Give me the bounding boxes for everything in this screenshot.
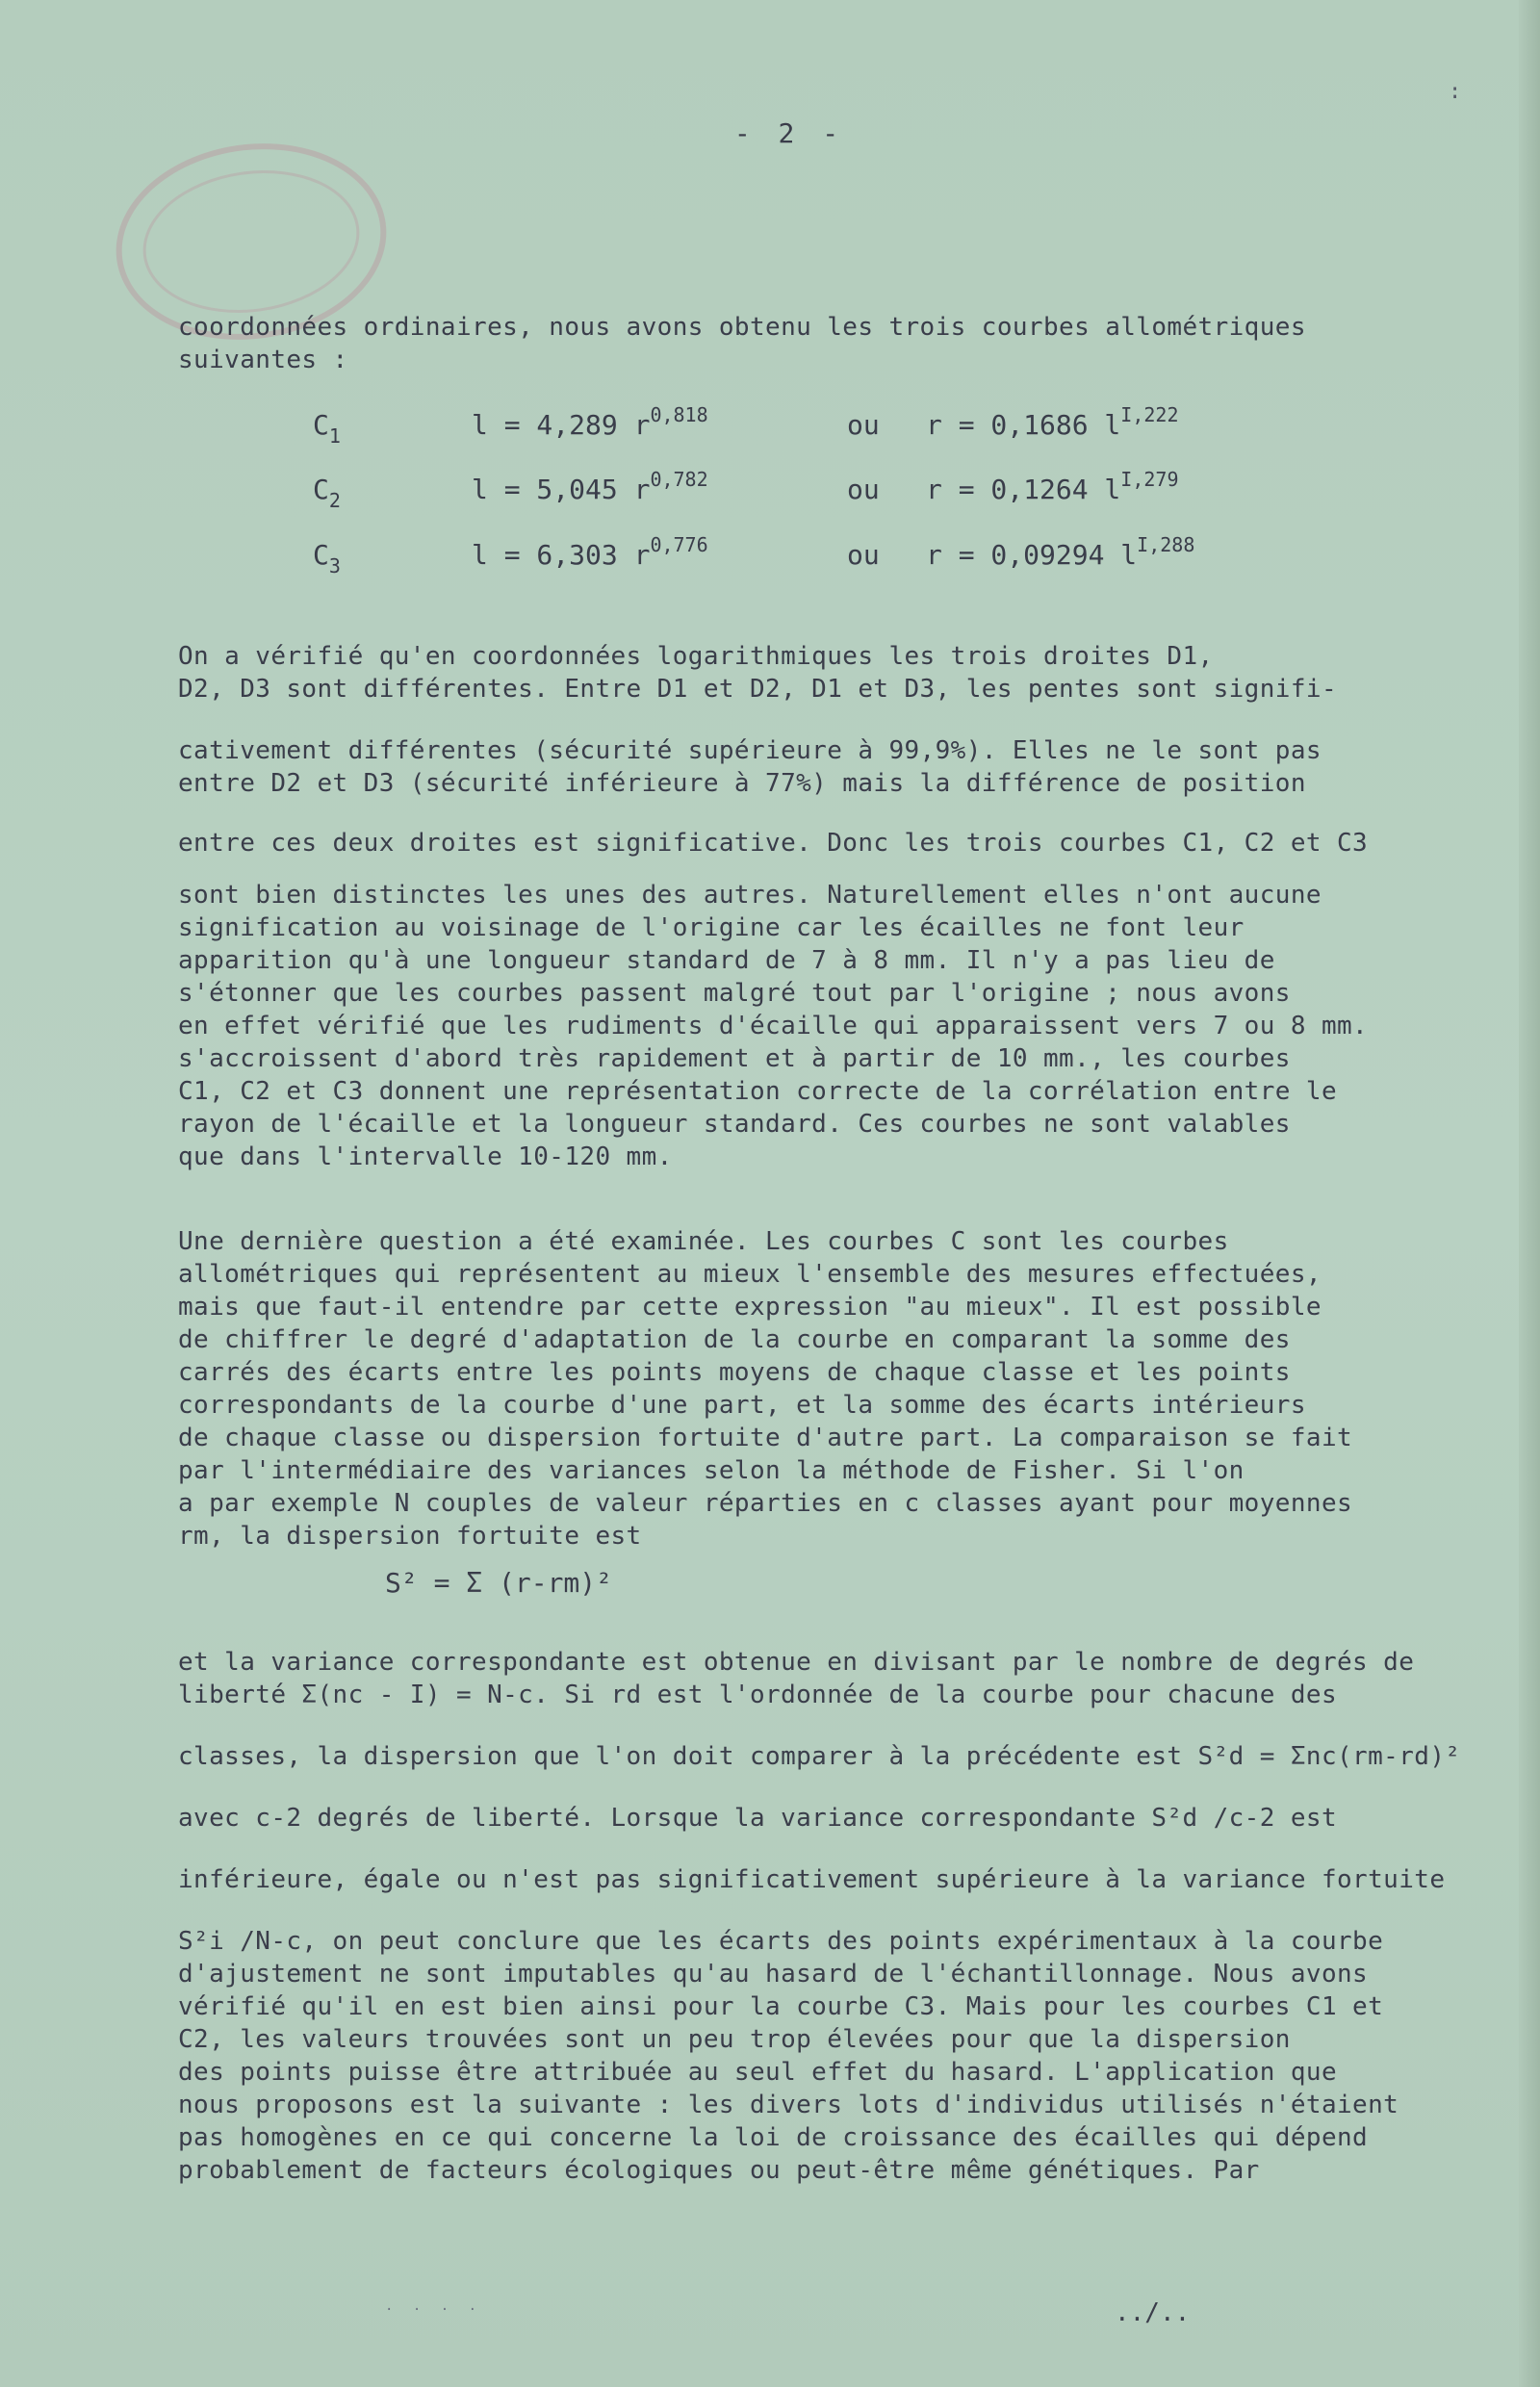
paragraph-3-line: liberté Σ(nc - I) = N-c. Si rd est l'ordonnée de la courbe pour chacune des xyxy=(178,1681,1337,1709)
paragraph-2-line: rm, la dispersion fortuite est xyxy=(178,1522,642,1551)
paragraph-1-line: signification au voisinage de l'origine car les écailles ne font leur xyxy=(178,913,1245,942)
paragraph-1-line: s'étonner que les courbes passent malgré tout par l'origine ; nous avons xyxy=(178,979,1291,1008)
paragraph-3-line: d'ajustement ne sont imputables qu'au hasard de l'échantillonnage. Nous avons xyxy=(178,1960,1369,1989)
page-number: - 2 - xyxy=(733,117,845,149)
paragraph-3-line: nous proposons est la suivante : les divers lots d'individus utilisés n'étaient xyxy=(178,2091,1399,2119)
paragraph-1-line: entre ces deux droites est significative. Donc les trois courbes C1, C2 et C3 xyxy=(178,829,1369,858)
margin-marks: : xyxy=(1449,80,1462,104)
paragraph-1-line: s'accroissent d'abord très rapidement et à partir de 10 mm., les courbes xyxy=(178,1044,1291,1073)
equation-or: ou xyxy=(847,539,880,571)
paragraph-2-line: allométriques qui représentent au mieux l'ensemble des mesures effectuées, xyxy=(178,1260,1322,1289)
continuation-mark: ../.. xyxy=(1115,2298,1191,2327)
paragraph-3-line: inférieure, égale ou n'est pas significativement supérieure à la variance fortuite xyxy=(178,1865,1446,1894)
equation-or: ou xyxy=(847,409,880,441)
paragraph-2-line: par l'intermédiaire des variances selon la méthode de Fisher. Si l'on xyxy=(178,1456,1245,1485)
paragraph-2-line: correspondants de la courbe d'une part, et la somme des écarts intérieurs xyxy=(178,1391,1306,1420)
paragraph-1-line: On a vérifié qu'en coordonnées logarithmiques les trois droites D1, xyxy=(178,642,1214,671)
curve-label: $C_3$ xyxy=(313,539,341,578)
paragraph-3-line: et la variance correspondante est obtenue en divisant par le nombre de degrés de xyxy=(178,1648,1415,1677)
paragraph-2-line: Une dernière question a été examinée. Les courbes C sont les courbes xyxy=(178,1227,1229,1256)
page-edge xyxy=(1519,0,1540,2387)
paragraph-3-line: pas homogènes en ce qui concerne la loi de croissance des écailles qui dépend xyxy=(178,2123,1369,2152)
paragraph-1-line: en effet vérifié que les rudiments d'écaille qui apparaissent vers 7 ou 8 mm. xyxy=(178,1012,1369,1040)
paragraph-2-line: carrés des écarts entre les points moyens de chaque classe et les points xyxy=(178,1358,1291,1387)
paragraph-1-line: entre D2 et D3 (sécurité inférieure à 77%) mais la différence de position xyxy=(178,769,1306,798)
paragraph-3-line: C2, les valeurs trouvées sont un peu trop élevées pour que la dispersion xyxy=(178,2025,1291,2054)
paragraph-1-line: D2, D3 sont différentes. Entre D1 et D2, D1 et D3, les pentes sont signifi- xyxy=(178,675,1337,704)
paragraph-3-line: vérifié qu'il en est bien ainsi pour la courbe C3. Mais pour les courbes C1 et xyxy=(178,1992,1384,2021)
paragraph-2-line: mais que faut-il entendre par cette expression "au mieux". Il est possible xyxy=(178,1293,1322,1322)
equation-left: l = 6,303 $r^{0,776}$ xyxy=(472,533,708,571)
curve-label: $C_1$ xyxy=(313,409,341,448)
equation-left: l = 4,289 $r^{0,818}$ xyxy=(472,403,708,441)
paragraph-2-line: a par exemple N couples de valeur réparties en c classes ayant pour moyennes xyxy=(178,1489,1353,1518)
paragraph-3-line: avec c-2 degrés de liberté. Lorsque la variance correspondante S²d /c-2 est xyxy=(178,1804,1337,1833)
paragraph-1-line: cativement différentes (sécurité supérieure à 99,9%). Elles ne le sont pas xyxy=(178,736,1322,765)
paragraph-3-line: probablement de facteurs écologiques ou peut-être même génétiques. Par xyxy=(178,2156,1260,2185)
paragraph-1-line: sont bien distinctes les unes des autres. Naturellement elles n'ont aucune xyxy=(178,881,1322,910)
curve-label: $C_2$ xyxy=(313,474,341,512)
paragraph-1-line: rayon de l'écaille et la longueur standard. Ces courbes ne sont valables xyxy=(178,1110,1291,1139)
variance-formula: S² = Σ (r-rm)² xyxy=(385,1567,613,1599)
equation-or: ou xyxy=(847,474,880,505)
paragraph-3-line: des points puisse être attribuée au seul effet du hasard. L'application que xyxy=(178,2058,1337,2087)
intro-lines-line: suivantes : xyxy=(178,346,348,374)
faint-marks: · · · · xyxy=(385,2302,483,2318)
equation-right: r = 0,1264 $l^{I,279}$ xyxy=(926,468,1179,505)
paragraph-1-line: que dans l'intervalle 10-120 mm. xyxy=(178,1142,673,1171)
paragraph-1-line: apparition qu'à une longueur standard de 7 à 8 mm. Il n'y a pas lieu de xyxy=(178,946,1275,975)
paragraph-3-line: classes, la dispersion que l'on doit comparer à la précédente est S²d = Σnc(rm-rd)² xyxy=(178,1742,1461,1771)
paragraph-3-line: S²i /N-c, on peut conclure que les écarts des points expérimentaux à la courbe xyxy=(178,1927,1384,1956)
paragraph-2-line: de chaque classe ou dispersion fortuite d'autre part. La comparaison se fait xyxy=(178,1424,1353,1452)
equation-right: r = 0,09294 $l^{I,288}$ xyxy=(926,533,1195,571)
intro-lines-line: coordonnées ordinaires, nous avons obtenu les trois courbes allométriques xyxy=(178,313,1306,342)
stamp-inner-ring xyxy=(134,157,369,326)
equation-left: l = 5,045 $r^{0,782}$ xyxy=(472,468,708,505)
paragraph-1-line: C1, C2 et C3 donnent une représentation correcte de la corrélation entre le xyxy=(178,1077,1337,1106)
paragraph-2-line: de chiffrer le degré d'adaptation de la courbe en comparant la somme des xyxy=(178,1325,1291,1354)
equation-right: r = 0,1686 $l^{I,222}$ xyxy=(926,403,1179,441)
